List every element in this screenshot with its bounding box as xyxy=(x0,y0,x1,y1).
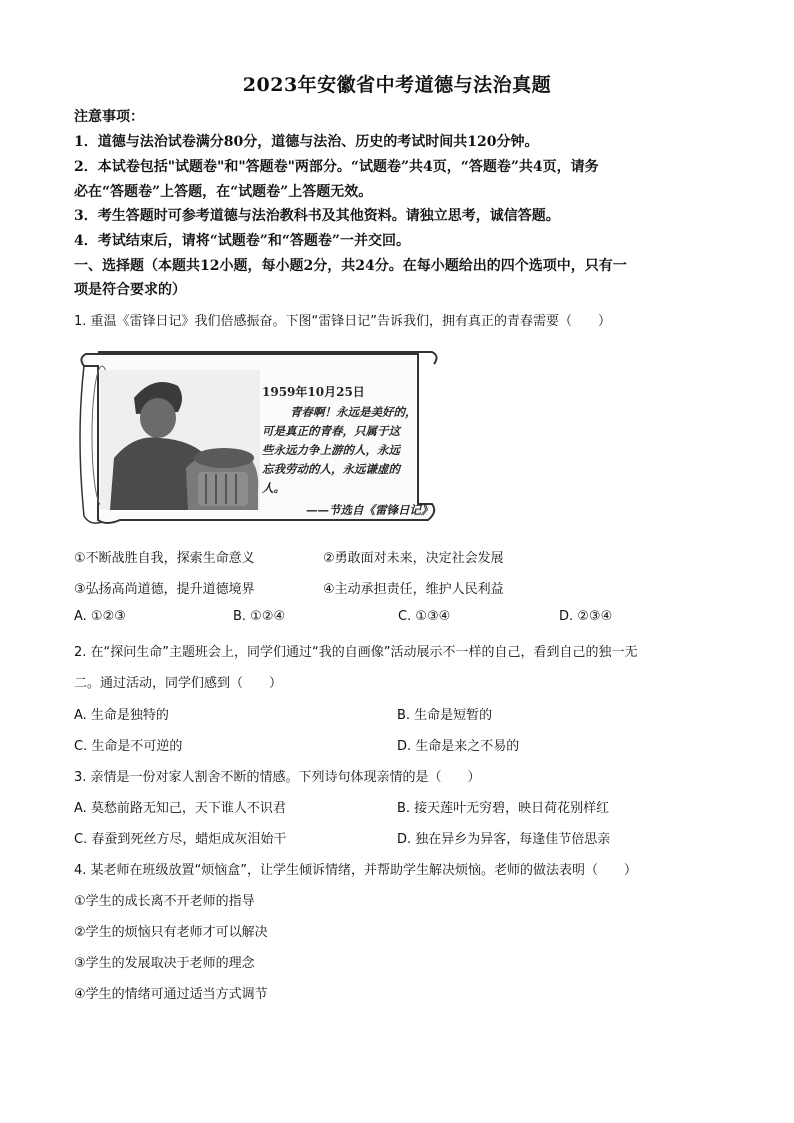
q1-option-c[interactable]: C. ①③④ xyxy=(398,609,451,624)
diary-date: 1959年10月25日 xyxy=(262,385,365,399)
diary-line-1: 青春啊！永远是美好的， xyxy=(290,405,417,419)
notice-item-1: 1．道德与法治试卷满分80分，道德与法治、历史的考试时间共120分钟。 xyxy=(74,134,539,150)
q2-option-b[interactable]: B. 生命是短暂的 xyxy=(397,708,493,723)
q3-option-b[interactable]: B. 接天莲叶无穷碧，映日荷花别样红 xyxy=(397,801,610,816)
q3-option-c[interactable]: C. 春蚕到死丝方尽，蜡炬成灰泪始干 xyxy=(74,832,287,847)
diary-line-4: 忘我劳动的人，永远谦虚的 xyxy=(262,462,400,476)
q1-statement-1: ①不断战胜自我，探索生命意义 xyxy=(74,551,255,566)
notice-item-2-cont: 必在“答题卷”上答题，在“试题卷”上答题无效。 xyxy=(74,184,373,200)
scroll-frame xyxy=(74,340,442,530)
q2-option-d[interactable]: D. 生命是来之不易的 xyxy=(397,739,520,754)
q2-option-a[interactable]: A. 生命是独特的 xyxy=(74,708,169,723)
q4-statement-2: ②学生的烦恼只有老师才可以解决 xyxy=(74,925,268,940)
lei-feng-photo xyxy=(100,370,260,510)
notice-item-3: 3．考生答题时可参考道德与法治教科书及其他资料。请独立思考，诚信答题。 xyxy=(74,208,560,224)
q2-option-c[interactable]: C. 生命是不可逆的 xyxy=(74,739,183,754)
q3-option-a[interactable]: A. 莫愁前路无知己，天下谁人不识君 xyxy=(74,801,286,816)
notice-item-4: 4．考试结束后，请将“试题卷”和“答题卷”一并交回。 xyxy=(74,233,410,249)
q4-statement-3: ③学生的发展取决于老师的理念 xyxy=(74,956,255,971)
page-title: 2023年安徽省中考道德与法治真题 xyxy=(242,74,552,96)
q4-statement-1: ①学生的成长离不开老师的指导 xyxy=(74,894,255,909)
q2-stem-cont: 二。通过活动，同学们感到（ ） xyxy=(74,676,283,691)
diary-source: ——节选自《雷锋日记》 xyxy=(306,503,433,517)
q2-stem: 2. 在“探问生命”主题班会上，同学们通过“我的自画像”活动展示不一样的自己，看到自己的独一无 xyxy=(74,645,638,660)
q1-option-d[interactable]: D. ②③④ xyxy=(559,609,613,624)
q4-statement-4: ④学生的情绪可通过适当方式调节 xyxy=(74,987,268,1002)
q1-statement-2: ②勇敢面对未来，决定社会发展 xyxy=(323,551,504,566)
q1-statement-3: ③弘扬高尚道德，提升道德境界 xyxy=(74,582,255,597)
diary-line-2: 可是真正的青春，只属于这 xyxy=(262,424,400,438)
q1-option-b[interactable]: B. ①②④ xyxy=(233,609,286,624)
section-heading-cont: 项是符合要求的） xyxy=(74,282,186,298)
q1-option-a[interactable]: A. ①②③ xyxy=(74,609,126,624)
diary-line-5: 人。 xyxy=(262,481,285,495)
diary-line-3: 些永远力争上游的人，永远 xyxy=(262,443,400,457)
section-heading: 一、选择题（本题共12小题，每小题2分，共24分。在每小题给出的四个选项中，只有一 xyxy=(74,258,627,274)
q1-statement-4: ④主动承担责任，维护人民利益 xyxy=(323,582,504,597)
q1-stem: 1. 重温《雷锋日记》我们倍感振奋。下图“雷锋日记”告诉我们，拥有真正的青春需要（ ） xyxy=(74,314,612,329)
notice-heading: 注意事项： xyxy=(74,109,144,125)
q3-stem: 3. 亲情是一份对家人割舍不断的情感。下列诗句体现亲情的是（ ） xyxy=(74,770,481,785)
q4-stem: 4. 某老师在班级放置“烦恼盒”，让学生倾诉情绪，并帮助学生解决烦恼。老师的做法表明（ ） xyxy=(74,863,638,878)
lei-feng-diary-figure xyxy=(74,340,442,530)
q3-option-d[interactable]: D. 独在异乡为异客，每逢佳节倍思亲 xyxy=(397,832,611,847)
notice-item-2: 2．本试卷包括"试题卷"和"答题卷"两部分。“试题卷”共4页，“答题卷”共4页，请务 xyxy=(74,159,599,175)
